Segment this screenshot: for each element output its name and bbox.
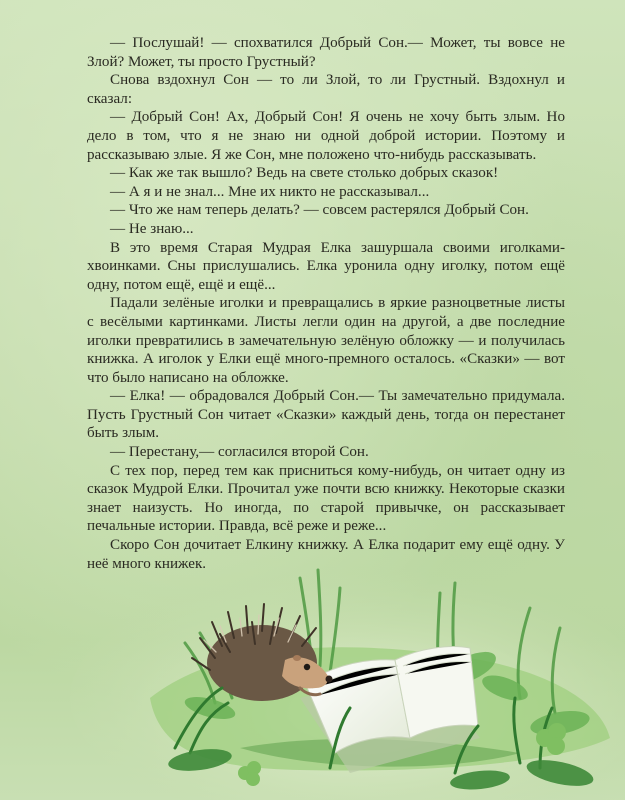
hedgehog-nose bbox=[326, 676, 333, 683]
paragraph: С тех пор, перед тем как присниться кому-нибудь, он читает одну из сказок Мудрой Елки. Прочитал уже почти всю книжку. Некоторые сказки знает наизусть. Но иногда, по старой привычке, он рассказывает печальные истории. Правда, всё реже и реже... bbox=[87, 462, 565, 535]
book-right-page bbox=[395, 647, 478, 739]
hedgehog-ear bbox=[293, 655, 301, 661]
paragraph: — Как же так вышло? Ведь на свете столько добрых сказок! bbox=[110, 165, 499, 182]
hedgehog-eye bbox=[304, 664, 310, 670]
paragraph: — Елка! — обрадовался Добрый Сон.— Ты замечательно придумала. Пусть Грустный Сон читает «Сказки» каждый день, тогда он перестанет быть злым. bbox=[87, 388, 565, 442]
paragraph: Скоро Сон дочитает Елкину книжку. А Елка подарит ему ещё одну. У неё много книжек. bbox=[87, 537, 565, 572]
paragraph: — Перестану,— согласился второй Сон. bbox=[110, 444, 369, 461]
paragraph: Падали зелёные иголки и превращались в яркие разноцветные листы с весёлыми картинками. Листы легли один на другой, а две последние иголки превратились в замечательную зелёную обложку — и получилась книжка. А иголок у Елки ещё много-премного осталось. «Сказки» — вот что было написано на обложке. bbox=[87, 295, 565, 386]
paragraph: — А я и не знал... Мне их никто не рассказывал... bbox=[110, 183, 430, 200]
paragraph: В это время Старая Мудрая Елка зашуршала своими иголками-хвоинками. Сны прислушались. Елка уронила одну иголку, потом ещё одну, потом ещё, ещё и ещё... bbox=[87, 239, 565, 293]
hedgehog-book-illustration bbox=[0, 548, 625, 800]
paragraph: — Добрый Сон! Ах, Добрый Сон! Я очень не хочу быть злым. Но дело в том, что я не знаю ни одной доброй истории. Поэтому и рассказываю злые. Я же Сон, мне положено что-нибудь рассказывать. bbox=[87, 109, 565, 163]
paragraph: — Что же нам теперь делать? — совсем растерялся Добрый Сон. bbox=[110, 202, 529, 219]
paragraph: — Послушай! — спохватился Добрый Сон.— Может, ты вовсе не Злой? Может, ты просто Грустный? bbox=[87, 35, 565, 70]
paragraph: — Не знаю... bbox=[110, 220, 194, 237]
paragraph: Снова вздохнул Сон — то ли Злой, то ли Грустный. Вздохнул и сказал: bbox=[87, 72, 565, 107]
story-text bbox=[87, 34, 565, 573]
